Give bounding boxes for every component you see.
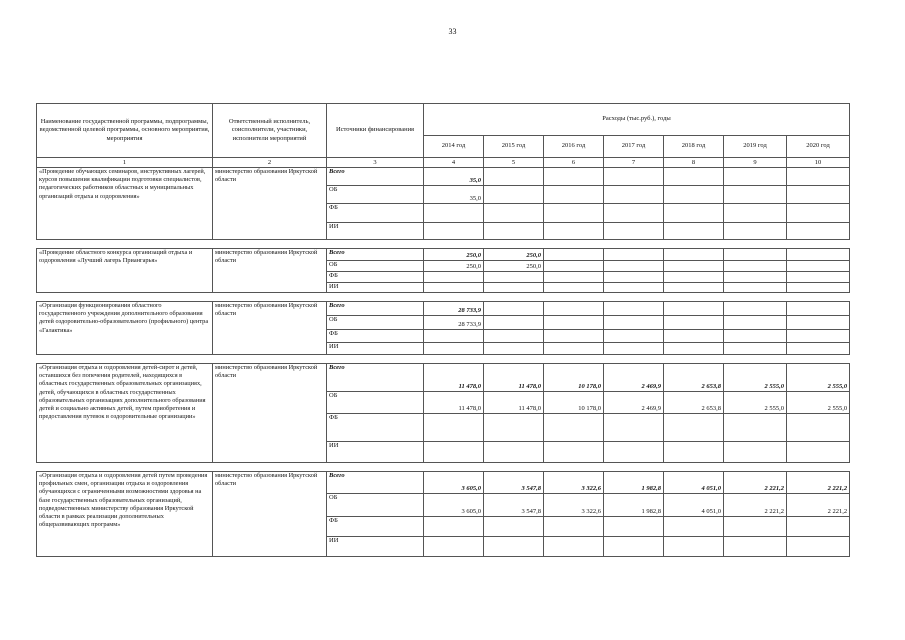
expense-value bbox=[787, 343, 850, 355]
expense-value: 11 478,0 bbox=[424, 392, 484, 414]
expense-value bbox=[664, 223, 724, 240]
expense-value bbox=[544, 517, 604, 537]
expense-value bbox=[424, 223, 484, 240]
expense-value bbox=[484, 330, 544, 343]
table-row bbox=[37, 472, 850, 494]
expense-value: 2 653,8 bbox=[664, 392, 724, 414]
funding-source: ИИ bbox=[327, 223, 424, 240]
expense-value bbox=[544, 537, 604, 557]
expense-value bbox=[484, 223, 544, 240]
expense-value bbox=[724, 414, 787, 442]
expense-value bbox=[484, 186, 544, 204]
expense-value bbox=[787, 168, 850, 186]
expense-value bbox=[787, 223, 850, 240]
expense-value bbox=[664, 537, 724, 557]
expense-value: 2 555,0 bbox=[724, 364, 787, 392]
expense-value bbox=[787, 537, 850, 557]
gap-cell bbox=[37, 355, 850, 364]
responsible-executor: министерство образования Иркутской области bbox=[213, 472, 327, 557]
expense-value: 35,0 bbox=[424, 168, 484, 186]
expense-value bbox=[484, 537, 544, 557]
expense-value bbox=[787, 316, 850, 330]
header-year: 2020 год bbox=[787, 136, 850, 158]
expense-value bbox=[604, 316, 664, 330]
expense-value bbox=[724, 316, 787, 330]
expense-value bbox=[544, 442, 604, 463]
expense-value: 11 478,0 bbox=[484, 364, 544, 392]
expense-value bbox=[484, 442, 544, 463]
column-number: 8 bbox=[664, 158, 724, 168]
expense-value: 4 051,0 bbox=[664, 494, 724, 517]
expense-value bbox=[424, 442, 484, 463]
funding-source: ОБ bbox=[327, 392, 424, 414]
funding-source: ИИ bbox=[327, 537, 424, 557]
measure-name: «Организация отдыха и оздоровления детей путем проведения профильных смен, организации отдыха и оздоровления обучающихся с ограниченными возможностями здоровья на базе государственных образовательных организаций, подведомственных министерству образования Иркутской области в рамках реализации дополнительных общеразвивающих программ» bbox=[37, 472, 213, 557]
expense-value bbox=[664, 249, 724, 261]
gap-cell bbox=[37, 463, 850, 472]
expense-value: 250,0 bbox=[424, 261, 484, 272]
expense-value bbox=[484, 414, 544, 442]
header-year: 2014 год bbox=[424, 136, 484, 158]
expense-value bbox=[787, 302, 850, 316]
expense-value bbox=[484, 272, 544, 283]
expense-value bbox=[664, 517, 724, 537]
measure-name: «Организация функционирования областного государственного учреждения дополнительного образования детей оздоровительно-образовательного (профильного) центра «Галактика» bbox=[37, 302, 213, 355]
expense-value bbox=[787, 186, 850, 204]
expense-value bbox=[604, 223, 664, 240]
expense-value bbox=[424, 414, 484, 442]
expense-value bbox=[724, 442, 787, 463]
expense-value bbox=[787, 414, 850, 442]
expense-value bbox=[724, 517, 787, 537]
expense-value bbox=[424, 283, 484, 293]
column-number: 2 bbox=[213, 158, 327, 168]
expense-value: 2 555,0 bbox=[787, 392, 850, 414]
expense-value: 2 653,8 bbox=[664, 364, 724, 392]
header-year: 2017 год bbox=[604, 136, 664, 158]
expense-value: 2 469,9 bbox=[604, 392, 664, 414]
column-number: 6 bbox=[544, 158, 604, 168]
measure-name: «Проведение областного конкурса организаций отдыха и оздоровления «Лучший лагерь Приангарья» bbox=[37, 249, 213, 293]
expense-value bbox=[604, 302, 664, 316]
expense-value: 11 478,0 bbox=[484, 392, 544, 414]
expense-value bbox=[424, 204, 484, 223]
column-number: 7 bbox=[604, 158, 664, 168]
responsible-executor: министерство образования Иркутской области bbox=[213, 302, 327, 355]
expense-value bbox=[664, 343, 724, 355]
expense-value bbox=[787, 249, 850, 261]
expense-value bbox=[424, 537, 484, 557]
funding-source: ОБ bbox=[327, 316, 424, 330]
funding-source: ФБ bbox=[327, 414, 424, 442]
expense-value bbox=[664, 302, 724, 316]
expense-value bbox=[724, 302, 787, 316]
row-gap bbox=[37, 355, 850, 364]
expense-value bbox=[484, 168, 544, 186]
expenses-table bbox=[36, 103, 850, 557]
expense-value bbox=[604, 537, 664, 557]
expense-value bbox=[664, 272, 724, 283]
expense-value: 4 051,0 bbox=[664, 472, 724, 494]
expense-value bbox=[544, 414, 604, 442]
expense-value bbox=[424, 330, 484, 343]
expense-value: 28 733,9 bbox=[424, 316, 484, 330]
row-gap bbox=[37, 293, 850, 302]
expense-value bbox=[724, 204, 787, 223]
expense-value: 10 178,0 bbox=[544, 392, 604, 414]
expense-value bbox=[787, 272, 850, 283]
expense-value bbox=[544, 272, 604, 283]
expense-value bbox=[544, 223, 604, 240]
expense-value bbox=[424, 343, 484, 355]
expense-value bbox=[484, 283, 544, 293]
expense-value bbox=[724, 343, 787, 355]
expense-value bbox=[484, 316, 544, 330]
header-year: 2015 год bbox=[484, 136, 544, 158]
expense-value: 3 605,0 bbox=[424, 472, 484, 494]
expense-value: 2 555,0 bbox=[724, 392, 787, 414]
table-row bbox=[37, 249, 850, 261]
gap-cell bbox=[37, 293, 850, 302]
expense-value bbox=[604, 330, 664, 343]
table-row bbox=[37, 168, 850, 186]
header-year: 2016 год bbox=[544, 136, 604, 158]
expense-value: 35,0 bbox=[424, 186, 484, 204]
expense-value bbox=[724, 168, 787, 186]
header-expenses: Расходы (тыс.руб.), годы bbox=[424, 104, 850, 136]
row-gap bbox=[37, 240, 850, 249]
funding-source: Всего bbox=[327, 168, 424, 186]
funding-source: ОБ bbox=[327, 186, 424, 204]
funding-source: ФБ bbox=[327, 272, 424, 283]
funding-source: ФБ bbox=[327, 204, 424, 223]
column-number: 9 bbox=[724, 158, 787, 168]
responsible-executor: министерство образования Иркутской области bbox=[213, 364, 327, 463]
column-number: 4 bbox=[424, 158, 484, 168]
expense-value bbox=[604, 272, 664, 283]
header-responsible: Ответственный исполнитель, соисполнители, участники, исполнители мероприятий bbox=[213, 104, 327, 158]
expense-value bbox=[484, 204, 544, 223]
expense-value: 11 478,0 bbox=[424, 364, 484, 392]
expense-value bbox=[787, 261, 850, 272]
expense-value bbox=[484, 302, 544, 316]
expense-value bbox=[724, 330, 787, 343]
expense-value bbox=[544, 283, 604, 293]
column-number: 5 bbox=[484, 158, 544, 168]
expense-value bbox=[724, 272, 787, 283]
expense-value: 2 469,9 bbox=[604, 364, 664, 392]
table-row bbox=[37, 364, 850, 392]
expense-value bbox=[604, 283, 664, 293]
expense-value bbox=[604, 261, 664, 272]
expense-value bbox=[544, 204, 604, 223]
expense-value bbox=[664, 330, 724, 343]
expense-value bbox=[724, 537, 787, 557]
expense-value: 2 221,2 bbox=[724, 494, 787, 517]
expense-value bbox=[664, 442, 724, 463]
expense-value bbox=[604, 204, 664, 223]
expense-value bbox=[787, 442, 850, 463]
header-source: Источники финансирования bbox=[327, 104, 424, 158]
header-year: 2019 год bbox=[724, 136, 787, 158]
expense-value bbox=[484, 517, 544, 537]
expense-value bbox=[724, 223, 787, 240]
funding-source: ОБ bbox=[327, 261, 424, 272]
page-number: 33 bbox=[448, 27, 457, 36]
expense-value: 2 221,2 bbox=[787, 494, 850, 517]
expense-value: 250,0 bbox=[484, 249, 544, 261]
funding-source: Всего bbox=[327, 302, 424, 316]
expense-value bbox=[544, 316, 604, 330]
expense-value bbox=[604, 168, 664, 186]
expense-value bbox=[787, 283, 850, 293]
gap-cell bbox=[37, 240, 850, 249]
column-number: 3 bbox=[327, 158, 424, 168]
funding-source: ИИ bbox=[327, 343, 424, 355]
expense-value: 1 982,8 bbox=[604, 494, 664, 517]
funding-source: ИИ bbox=[327, 283, 424, 293]
expense-value bbox=[544, 261, 604, 272]
expense-value: 2 221,2 bbox=[724, 472, 787, 494]
expense-value bbox=[664, 283, 724, 293]
expense-value bbox=[604, 517, 664, 537]
funding-source: Всего bbox=[327, 364, 424, 392]
expense-value bbox=[424, 517, 484, 537]
expense-value bbox=[664, 204, 724, 223]
expense-value: 3 322,6 bbox=[544, 494, 604, 517]
funding-source: ИИ bbox=[327, 442, 424, 463]
header-name: Наименование государственной программы, подпрограммы, ведомственной целевой программы, основного мероприятия, мероприятия bbox=[37, 104, 213, 158]
column-number: 1 bbox=[37, 158, 213, 168]
expense-value bbox=[664, 168, 724, 186]
expense-value bbox=[664, 414, 724, 442]
expense-value: 1 982,8 bbox=[604, 472, 664, 494]
expense-value: 250,0 bbox=[424, 249, 484, 261]
expense-value bbox=[724, 249, 787, 261]
header-year: 2018 год bbox=[664, 136, 724, 158]
expense-value bbox=[544, 168, 604, 186]
funding-source: ФБ bbox=[327, 330, 424, 343]
funding-source: Всего bbox=[327, 472, 424, 494]
expense-value: 2 555,0 bbox=[787, 364, 850, 392]
expense-value bbox=[664, 316, 724, 330]
expense-value: 3 605,0 bbox=[424, 494, 484, 517]
expense-value bbox=[604, 249, 664, 261]
expense-value bbox=[724, 186, 787, 204]
funding-source: ФБ bbox=[327, 517, 424, 537]
expense-value bbox=[604, 186, 664, 204]
expense-value: 3 547,8 bbox=[484, 494, 544, 517]
expense-value bbox=[544, 330, 604, 343]
row-gap bbox=[37, 463, 850, 472]
expense-value bbox=[604, 343, 664, 355]
measure-name: «Организация отдыха и оздоровления детей-сирот и детей, оставшихся без попечения родителей, находящихся в областных государственных образовательных организациях, детей, обучающихся в областных государственных образовательных организациях дополнительного образования детей и социально активных детей, путем приобретения и предоставления путевок в оздоровительные организации» bbox=[37, 364, 213, 463]
expense-value: 250,0 bbox=[484, 261, 544, 272]
measure-name: «Проведение обучающих семинаров, инструктивных лагерей, курсов повышения квалификации подготовки специалистов, педагогических работников областных и муниципальных организаций отдыха и оздоровления» bbox=[37, 168, 213, 240]
expense-value: 3 547,8 bbox=[484, 472, 544, 494]
expense-value bbox=[604, 442, 664, 463]
expense-value bbox=[484, 343, 544, 355]
expense-value bbox=[544, 302, 604, 316]
expense-value bbox=[724, 261, 787, 272]
funding-source: Всего bbox=[327, 249, 424, 261]
expense-value bbox=[544, 249, 604, 261]
responsible-executor: министерство образования Иркутской области bbox=[213, 249, 327, 293]
expense-value: 10 178,0 bbox=[544, 364, 604, 392]
funding-source: ОБ bbox=[327, 494, 424, 517]
expense-value bbox=[787, 517, 850, 537]
column-number: 10 bbox=[787, 158, 850, 168]
table-row bbox=[37, 302, 850, 316]
expense-value bbox=[544, 186, 604, 204]
expense-value bbox=[604, 414, 664, 442]
expense-value bbox=[724, 283, 787, 293]
expense-value: 2 221,2 bbox=[787, 472, 850, 494]
expense-value bbox=[664, 261, 724, 272]
expense-value bbox=[664, 186, 724, 204]
expense-value bbox=[544, 343, 604, 355]
expense-value bbox=[787, 204, 850, 223]
expense-value bbox=[787, 330, 850, 343]
expense-value: 3 322,6 bbox=[544, 472, 604, 494]
expense-value: 28 733,9 bbox=[424, 302, 484, 316]
expense-value bbox=[424, 272, 484, 283]
responsible-executor: министерство образования Иркутской области bbox=[213, 168, 327, 240]
